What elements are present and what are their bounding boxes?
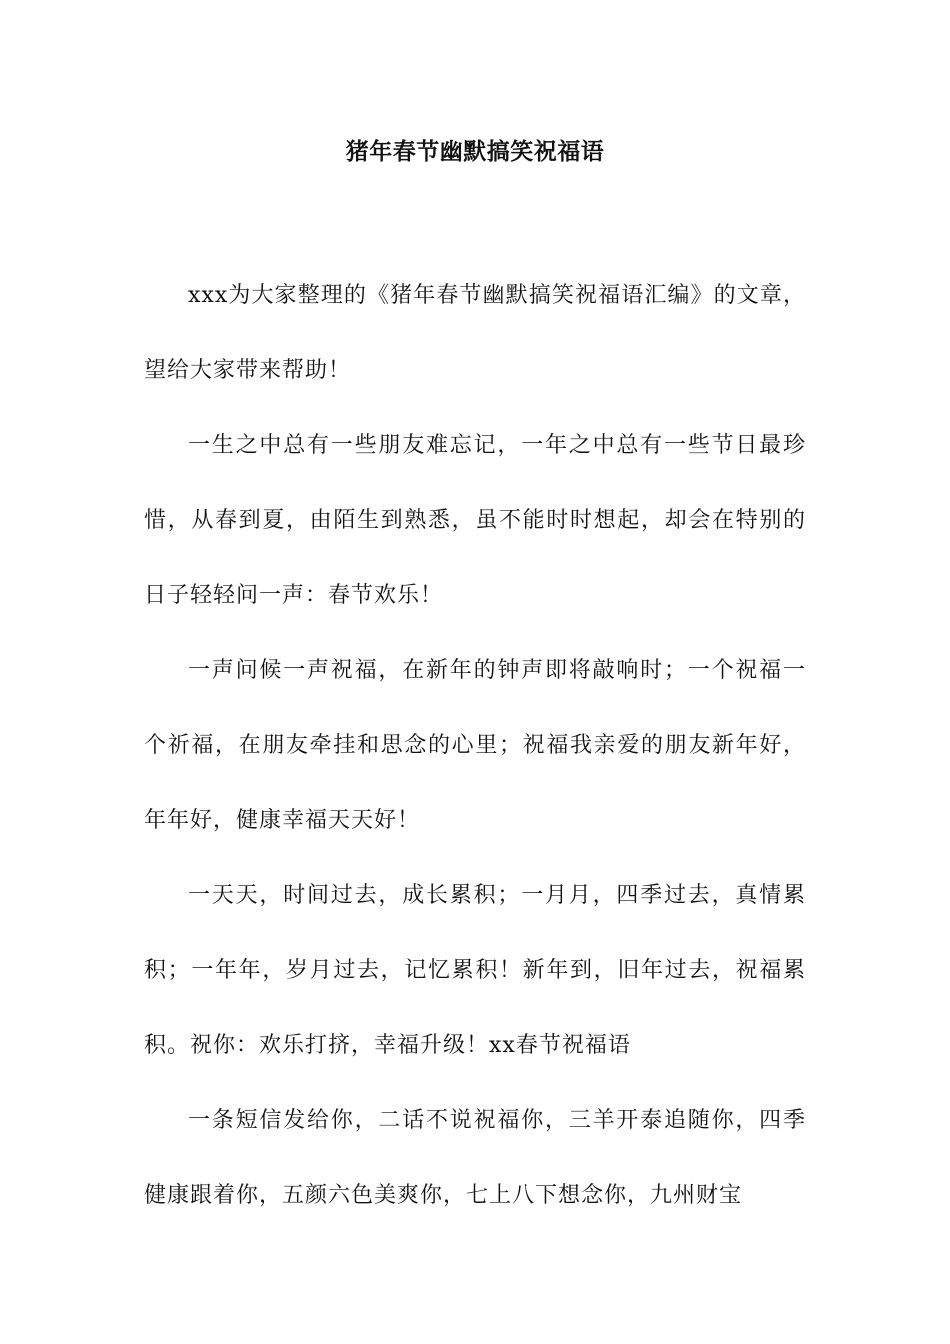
paragraph-greetings: 一声问候一声祝福，在新年的钟声即将敲响时；一个祝福一个祈福，在朋友牵挂和思念的心里；祝福我亲爱的朋友新年好，年年好，健康幸福天天好！ [144, 658, 806, 833]
paragraph-accumulate: 一天天，时间过去，成长累积；一月月，四季过去，真情累积；一年年，岁月过去，记忆累积！新年到，旧年过去，祝福累积。祝你：欢乐打挤，幸福升级！xx春节祝福语 [144, 883, 806, 1058]
paragraph-friends: 一生之中总有一些朋友难忘记，一年之中总有一些节日最珍惜，从春到夏，由陌生到熟悉，虽不能时时想起，却会在特别的日子轻轻问一声：春节欢乐！ [144, 433, 806, 608]
document-body [144, 258, 806, 1233]
paragraph-intro: xxx为大家整理的《猪年春节幽默搞笑祝福语汇编》的文章，望给大家带来帮助！ [144, 283, 806, 383]
paragraph-sms: 一条短信发给你，二话不说祝福你，三羊开泰追随你，四季健康跟着你，五颜六色美爽你，七上八下想念你，九州财宝 [144, 1108, 806, 1208]
document-title: 猪年春节幽默搞笑祝福语 [345, 138, 605, 165]
